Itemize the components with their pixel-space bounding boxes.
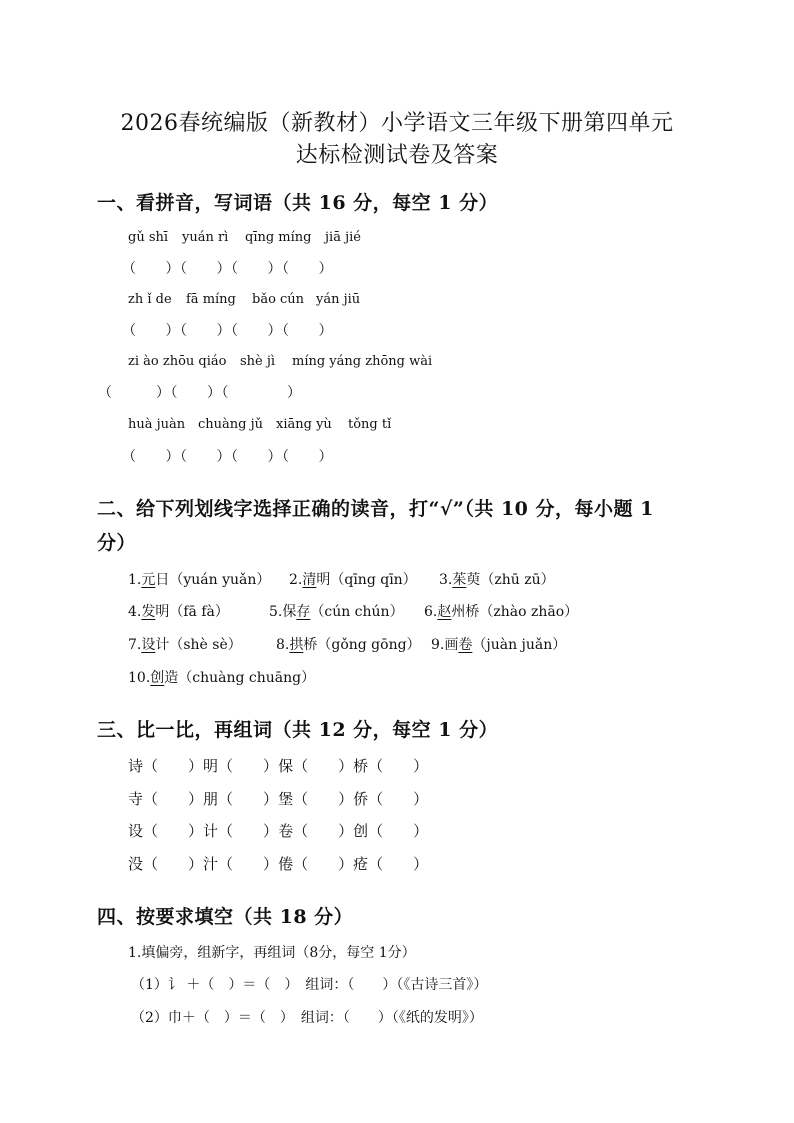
- pinyin-4-4: tǒng tǐ: [348, 417, 392, 432]
- fill-line-1: （1）讠 ＋（ ）＝（ ） 组词：（ ）（《古诗三首》）: [131, 977, 488, 993]
- answer-blanks-row1: （ ）（ ）（ ）（ ）: [122, 261, 333, 277]
- section3-heading: 三、比一比，再组词（共 12 分，每空 1 分）: [97, 719, 499, 741]
- pinyin-2-4: yán jiū: [316, 292, 361, 307]
- reading-item-7: 7.设计（shè sè）: [128, 637, 242, 653]
- pinyin-1-2: yuán rì: [182, 230, 229, 245]
- reading-item-9: 9.画卷（juàn juǎn）: [431, 637, 567, 653]
- pinyin-4-1: huà juàn: [128, 417, 186, 432]
- section4-heading: 四、按要求填空（共 18 分）: [97, 906, 354, 928]
- compare-row-3: 设（ ）计（ ）卷（ ）创（ ）: [128, 822, 429, 840]
- reading-item-2: 2.清明（qīng qīn）: [289, 572, 417, 588]
- pinyin-3-3: míng yáng zhōng wài: [292, 354, 433, 369]
- reading-item-8: 8.拱桥（gǒng gōng）: [276, 637, 421, 653]
- reading-item-5: 5.保存（cún chún）: [269, 604, 404, 620]
- answer-blanks-row3: （ ）（ ）（ ）: [98, 385, 302, 401]
- section2-heading-cont: 分）: [97, 532, 137, 554]
- compare-row-2: 寺（ ）朋（ ）堡（ ）侨（ ）: [128, 790, 429, 808]
- answer-blanks-row2: （ ）（ ）（ ）（ ）: [122, 323, 333, 339]
- reading-item-1: 1.元日（yuán yuǎn）: [128, 572, 271, 588]
- reading-item-10: 10.创造（chuàng chuāng）: [128, 670, 316, 686]
- reading-item-3: 3.茱萸（zhū zū）: [439, 572, 555, 588]
- section4-sub1: 1.填偏旁，组新字，再组词（8分，每空 1分）: [128, 945, 416, 961]
- pinyin-4-2: chuàng jǔ: [198, 417, 264, 432]
- pinyin-3-2: shè jì: [240, 354, 276, 369]
- compare-row-1: 诗（ ）明（ ）保（ ）桥（ ）: [128, 757, 429, 775]
- pinyin-2-3: bǎo cún: [252, 292, 305, 307]
- pinyin-1-1: gǔ shī: [128, 230, 169, 245]
- reading-item-6: 6.赵州桥（zhào zhāo）: [424, 604, 579, 620]
- fill-line-2: （2）巾＋（ ）＝（ ） 组词：（ ）（《纸的发明》）: [131, 1010, 483, 1026]
- page-title-line2: 达标检测试卷及答案: [295, 143, 499, 168]
- section1-heading: 一、看拼音，写词语（共 16 分，每空 1 分）: [97, 192, 499, 214]
- page-title-line1: 2026春统编版（新教材）小学语文三年级下册第四单元: [120, 111, 674, 136]
- answer-blanks-row4: （ ）（ ）（ ）（ ）: [122, 449, 333, 465]
- pinyin-4-3: xiāng yù: [276, 417, 332, 432]
- pinyin-2-1: zh ǐ de: [128, 292, 172, 307]
- pinyin-1-3: qīng míng: [245, 230, 312, 245]
- pinyin-2-2: fā míng: [186, 292, 236, 307]
- pinyin-1-4: jiā jié: [325, 230, 361, 245]
- section2-heading: 二、给下列划线字选择正确的读音，打“√”（共 10 分，每小题 1: [97, 498, 654, 520]
- pinyin-3-1: zi ào zhōu qiáo: [128, 354, 227, 369]
- reading-item-4: 4.发明（fā fà）: [128, 604, 229, 620]
- compare-row-4: 没（ ）汁（ ）倦（ ）疮（ ）: [128, 855, 429, 873]
